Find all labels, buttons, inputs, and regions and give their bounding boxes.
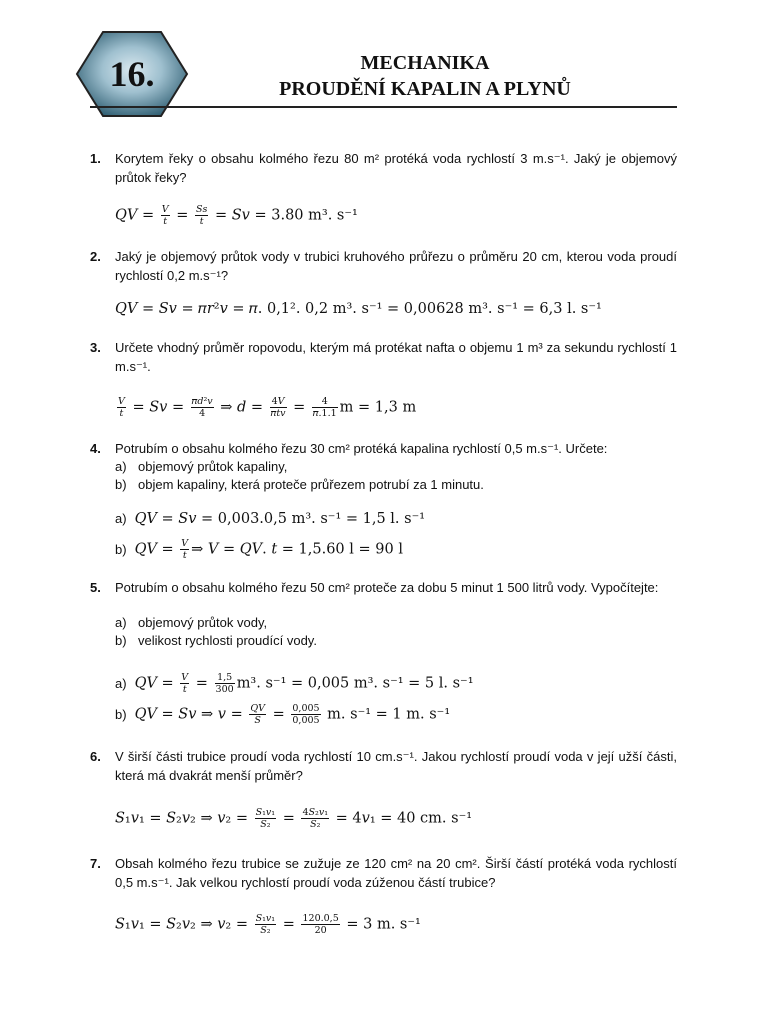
eq-part: 𝑄𝑉 = 𝑆𝑣 ⇒ 𝑣 = xyxy=(134,706,248,723)
fraction: $\frac{\text{𝜋𝑑²𝑣}}{4}$ xyxy=(191,396,213,419)
fraction: $\frac{\text{𝑆𝑠}}{\text{𝑡}}$ xyxy=(195,204,208,227)
problem-4 xyxy=(90,440,677,459)
chapter-number: 16. xyxy=(109,54,155,94)
eq-part: m = 1,3 m xyxy=(339,399,417,416)
eq-part: = xyxy=(288,399,310,416)
solution-5b xyxy=(115,703,450,726)
problem-text: Korytem řeky o obsahu kolmého řezu 80 m² protéká voda rychlostí 3 m.s⁻¹. Jaký je objemový průtok řeky? xyxy=(115,151,677,185)
item-text: objem kapaliny, která proteče průřezem potrubí za 1 minutu. xyxy=(138,477,484,492)
eq-part: = 𝑆𝑣 = 3.80 m³. s⁻¹ xyxy=(210,207,358,224)
solution-5a xyxy=(115,672,474,695)
solution-3 xyxy=(115,396,416,419)
problem-number: 4. xyxy=(90,441,101,456)
eq-part: = xyxy=(171,207,193,224)
solution-label: a) xyxy=(115,511,127,526)
fraction: $\frac{\text{4𝑉}}{\text{𝜋𝑡𝑣}}$ xyxy=(270,396,286,419)
solution-6 xyxy=(115,807,472,830)
solution-label: a) xyxy=(115,675,127,691)
eq-part: = xyxy=(278,916,300,933)
fraction: $\frac{0,005}{0,005}$ xyxy=(292,703,320,726)
solution-1 xyxy=(115,204,358,227)
fraction: $\frac{\text{4𝑆₂𝑣₁}}{\text{𝑆₂}}$ xyxy=(302,807,329,830)
solution-label: b) xyxy=(115,706,127,722)
fraction: $\frac{\text{𝑆₁𝑣₁}}{\text{𝑆₂}}$ xyxy=(255,913,276,936)
problem-4-item-b xyxy=(90,476,677,495)
problem-6 xyxy=(90,748,677,785)
fraction: $\frac{\text{𝑆₁𝑣₁}}{\text{𝑆₂}}$ xyxy=(255,807,276,830)
problem-5-item-a xyxy=(90,614,677,633)
problem-text: Určete vhodný průměr ropovodu, kterým má protékat nafta o objemu 1 m³ za sekundu rychlostí 1 m.s⁻¹. xyxy=(115,340,677,374)
header-divider xyxy=(90,106,677,108)
problem-text: Jaký je objemový průtok vody v trubici kruhového průřezu o průměru 20 cm, kterou voda proudí rychlostí 0,2 m.s⁻¹? xyxy=(115,249,677,283)
item-label: a) xyxy=(115,615,127,630)
eq-part: 𝑄𝑉 = xyxy=(134,541,179,558)
problem-2 xyxy=(90,248,677,285)
fraction: $\frac{\text{𝑄𝑉}}{\text{𝑆}}$ xyxy=(250,703,265,726)
fraction: $\frac{\text{𝑉}}{\text{𝑡}}$ xyxy=(118,396,125,419)
eq-part: 𝑆₁𝑣₁ = 𝑆₂𝑣₂ ⇒ 𝑣₂ = xyxy=(115,810,253,827)
problem-4-item-a xyxy=(90,458,677,477)
problem-3 xyxy=(90,339,677,376)
problem-number: 2. xyxy=(90,249,101,264)
problem-number: 6. xyxy=(90,749,101,764)
eq-part: m³. s⁻¹ = 0,005 m³. s⁻¹ = 5 l. s⁻¹ xyxy=(236,675,474,692)
eq-part: = xyxy=(191,675,213,692)
fraction: $\frac{\text{𝑉}}{\text{𝑡}}$ xyxy=(161,204,169,227)
eq-part: 𝑄𝑉 = xyxy=(134,675,179,692)
solution-2: 𝑄𝑉 = 𝑆𝑣 = 𝜋𝑟²𝑣 = 𝜋. 0,1². 0,2 m³. s⁻¹ = 0,00628 m³. s⁻¹ = 6,3 l. s⁻¹ xyxy=(115,301,602,317)
problem-text: Potrubím o obsahu kolmého řezu 30 cm² protéká kapalina rychlostí 0,5 m.s⁻¹. Určete: xyxy=(115,441,608,456)
page-subtitle: PROUDĚNÍ KAPALIN A PLYNŮ xyxy=(279,78,571,100)
eq-part: = 3 m. s⁻¹ xyxy=(341,916,421,933)
solution-label: b) xyxy=(115,541,127,557)
item-text: velikost rychlosti proudící vody. xyxy=(138,633,317,648)
problem-text: Potrubím o obsahu kolmého řezu 50 cm² proteče za dobu 5 minut 1 500 litrů vody. Vypočítejte: xyxy=(115,580,659,595)
item-label: b) xyxy=(115,633,127,648)
eq-part: ⇒ 𝑑 = xyxy=(215,399,268,416)
eq-part: m. s⁻¹ = 1 m. s⁻¹ xyxy=(322,706,451,723)
solution-4b xyxy=(115,538,403,561)
problem-number: 7. xyxy=(90,856,101,871)
fraction: $\frac{\text{𝑉}}{\text{𝑡}}$ xyxy=(181,672,189,695)
eq-part: 𝑄𝑉 = 𝑆𝑣 = 0,003.0,5 m³. s⁻¹ = 1,5 l. s⁻¹ xyxy=(134,511,426,527)
page-title: MECHANIKA xyxy=(360,52,490,74)
problem-1 xyxy=(90,150,677,187)
fraction: $\frac{\text{𝑉}}{\text{𝑡}}$ xyxy=(181,538,189,561)
fraction: $\frac{120.0,5}{20}$ xyxy=(302,913,339,936)
solution-4a xyxy=(115,511,425,527)
problem-number: 5. xyxy=(90,580,101,595)
fraction: $\frac{1,5}{300}$ xyxy=(215,672,234,695)
eq-part: ⇒ 𝑉 = 𝑄𝑉. 𝑡 = 1,5.60 l = 90 l xyxy=(191,541,403,558)
problem-text: Obsah kolmého řezu trubice se zužuje ze 120 cm² na 20 cm². Širší částí protéká voda rychlostí 0,5 m.s⁻¹. Jak velkou rychlostí proudí voda zúženou částí trubice? xyxy=(115,856,677,890)
fraction: $\frac{4}{\text{𝜋.1.1}}$ xyxy=(312,396,337,419)
problem-number: 3. xyxy=(90,340,101,355)
eq-part: = xyxy=(268,706,290,723)
problem-5-item-b xyxy=(90,632,677,651)
item-text: objemový průtok vody, xyxy=(138,615,268,630)
item-label: a) xyxy=(115,459,127,474)
eq-part: = 𝑆𝑣 = xyxy=(127,399,189,416)
problem-7 xyxy=(90,855,677,892)
eq-part: 𝑆₁𝑣₁ = 𝑆₂𝑣₂ ⇒ 𝑣₂ = xyxy=(115,916,253,933)
eq-part: 𝑄𝑉 = xyxy=(115,207,159,224)
item-label: b) xyxy=(115,477,127,492)
item-text: objemový průtok kapaliny, xyxy=(138,459,288,474)
solution-7 xyxy=(115,913,421,936)
eq-part: = 4𝑣₁ = 40 cm. s⁻¹ xyxy=(331,810,473,827)
eq-part: = xyxy=(278,810,300,827)
problem-5 xyxy=(90,579,677,598)
problem-number: 1. xyxy=(90,151,101,166)
problem-text: V širší části trubice proudí voda rychlostí 10 cm.s⁻¹. Jakou rychlostí proudí voda v její užší části, která má dvakrát menší průměr? xyxy=(115,749,677,783)
